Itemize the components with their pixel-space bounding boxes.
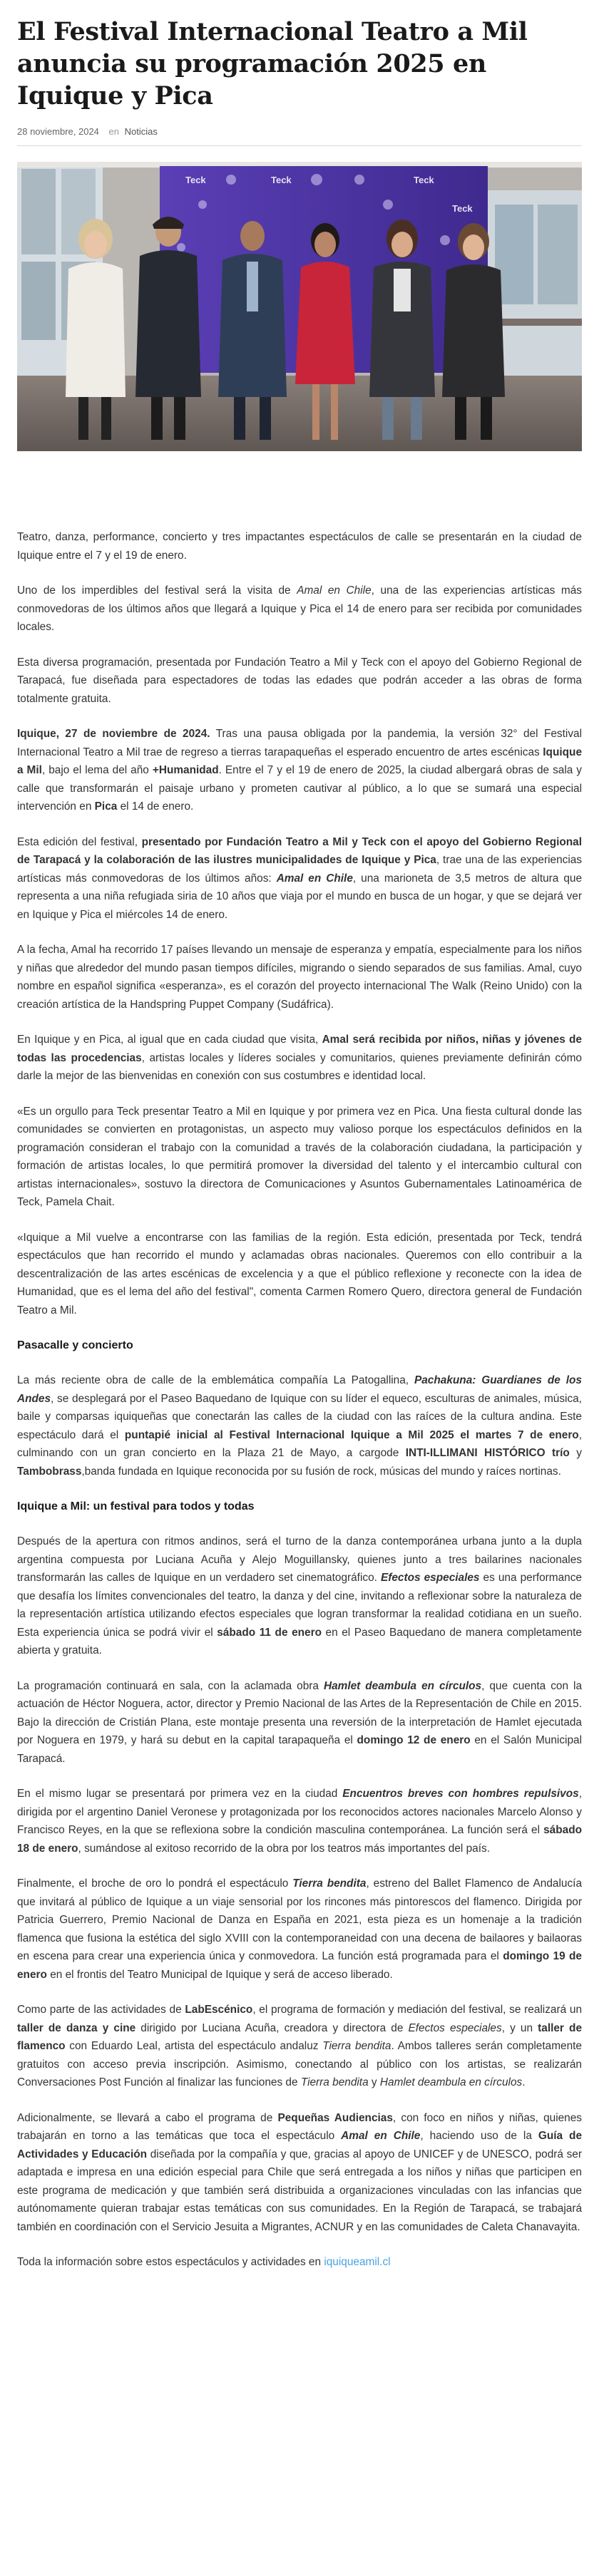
bold-text: sábado 11 de enero xyxy=(217,1626,322,1639)
bold-text: INTI-ILLIMANI HISTÓRICO trío xyxy=(405,1447,570,1459)
text-run: . Ambos talleres serán completamente gratuitos con acceso previa inscripción. Asimismo, conectando al público con los artistas, se realizarán Conversaciones Post Función al finalizar las funciones de xyxy=(17,2040,582,2088)
text-run: , se desplegará por el Paseo Baquedano de Iquique con su líder el equeco, esculturas de animales, música, baile y comparsas iquiqueñas que conectarán las calles de la ciudad con las raíces de la cultura andina. Este espectáculo dará el xyxy=(17,1392,582,1441)
text-run: , artistas locales y líderes sociales y comunitarios, quienes previamente definirán cómo darle la mejor de las bienvenidas en conexión con sus costumbres e identidad local. xyxy=(17,1051,582,1082)
text-run: , sumándose al exitoso recorrido de la obra por los teatros más importantes del país. xyxy=(78,1842,490,1855)
text-run: , el programa de formación y mediación del festival, se realizará un xyxy=(252,2004,582,2016)
backdrop-logo: Teck xyxy=(414,175,434,185)
text-run: Iquique a Mil: un festival para todos y todas xyxy=(17,1500,255,1513)
article-paragraph xyxy=(17,528,582,565)
text-run: Adicionalmente, se llevará a cabo el programa de xyxy=(17,2111,278,2124)
text-run: en el frontis del Teatro Municipal de Iquique y será de acceso liberado. xyxy=(46,1968,393,1981)
backdrop-logo: Teck xyxy=(271,175,292,185)
title-divider xyxy=(17,145,582,146)
text-run: Tras una pausa obligada por la pandemia, la versión 32° del Festival Internacional Teatro a Mil trae de regreso a tierras tarapaqueñas el esperado encuentro de artes escénicas xyxy=(17,728,582,758)
article-paragraph xyxy=(17,1677,582,1768)
text-run: Pasacalle y concierto xyxy=(17,1339,133,1351)
website-link[interactable]: iquiqueamil.cl xyxy=(324,2256,391,2268)
text-run: Como parte de las actividades de xyxy=(17,2004,185,2016)
text-run: , culminando con un gran concierto en la Plaza 21 de Mayo, a cargode xyxy=(17,1428,582,1459)
bold-text: LabEscénico xyxy=(185,2004,253,2016)
bold-text: presentado por Fundación Teatro a Mil y Teck con el apoyo del Gobierno Regional de Tarapacá y la colaboración de las ilustres municipalidades de Iquique y Pica xyxy=(17,835,583,866)
article-paragraph xyxy=(17,2001,582,2092)
text-run: . Entre el 7 y el 19 de enero de 2025, la ciudad albergará obras de sala y calle que transformarán el paisaje urbano y prometen cautivar al público, a lo que se sumará una especial intervención en xyxy=(17,764,582,813)
text-run: y xyxy=(368,2076,380,2088)
italic-text: Hamlet deambula en círculos xyxy=(379,2076,523,2088)
article-paragraph xyxy=(17,941,582,1014)
article-column xyxy=(17,0,582,2289)
article-body xyxy=(17,528,582,2272)
bold-text: domingo 12 de enero xyxy=(357,1734,471,1746)
bold-italic-text: Hamlet deambula en círculos xyxy=(323,1679,482,1692)
bold-text: taller de flamenco xyxy=(17,2021,583,2052)
text-run: A la fecha, Amal ha recorrido 17 países llevando un mensaje de esperanza y empatía, especialmente para los niños y niñas que alrededor del mundo pasan tiempos difíciles, migrando o siendo separados de sus familias. Amal, cuyo nombre en español significa «esperanza», es el corazón del proyecto internacional The Walk (Reino Unido) con la creación artística de la Handspring Puppet Company (Sudáfrica). xyxy=(17,944,582,1011)
text-run: , y un xyxy=(501,2021,538,2034)
text-run: , trae una de las experiencias artísticas más conmovedoras de los últimos años: xyxy=(17,854,583,885)
article-paragraph xyxy=(17,1229,582,1320)
article-paragraph xyxy=(17,1785,582,1858)
article-paragraph xyxy=(17,1875,582,1984)
bold-text: +Humanidad xyxy=(152,764,219,776)
article-paragraph xyxy=(17,1031,582,1086)
text-run: Uno de los imperdibles del festival será la visita de xyxy=(17,584,297,597)
article-paragraph xyxy=(17,654,582,709)
text-run: , haciendo uso de la xyxy=(420,2130,538,2142)
text-run: . xyxy=(522,2076,526,2088)
text-run: Después de la apertura con ritmos andinos, será el turno de la danza contemporánea urbana junto a la dupla argentina compuesta por Luciana Acuña y Alejo Moguillansky, quienes junto a tres bailarines nacionales transformarán las calles de Iquique en un verdadero set cinematográfico. xyxy=(17,1535,582,1584)
text-run: el 14 de enero. xyxy=(117,800,194,813)
text-run: Esta edición del festival, xyxy=(17,835,142,848)
group-photo xyxy=(17,162,582,451)
text-run: Toda la información sobre estos espectáculos y actividades en xyxy=(17,2256,324,2268)
text-run: La programación continuará en sala, con la aclamada obra xyxy=(17,1679,324,1692)
text-run: En Iquique y en Pica, al igual que en cada ciudad que visita, xyxy=(17,1034,322,1046)
text-run: , con foco en niños y niñas, quienes trabajarán en torno a las temáticas que toca el espectáculo xyxy=(17,2111,582,2142)
bold-italic-text: Pachakuna: Guardianes de los Andes xyxy=(17,1374,582,1405)
bold-text: Amal será recibida por niños, niñas y jóvenes de todas las procedencias xyxy=(17,1034,582,1064)
bold-italic-text: Encuentros breves con hombres repulsivos xyxy=(342,1788,579,1800)
category-prefix: en xyxy=(108,126,120,137)
text-run: diseñada por la compañía y que, gracias al apoyo de UNICEF y de UNESCO, podrá ser adaptada e impresa en una edición especial para Chile que será entregada a los niños y niñas que participen en este programa de medicación y que también será distribuida a organizaciones vinculadas con las infancias que autónomamente quieran trabajar estas temáticas con sus comunidades. En la Región de Tarapacá, se trabajará también en coordinación con el Servicio Jesuita a Migrantes, ACNUR y en las comunidades de Caleta Chanavayita. xyxy=(17,2148,582,2233)
text-run: , una de las experiencias artísticas más conmovedoras de los últimos años que llegará a Iquique y Pica el 14 de enero para ser recibida por comunidades locales. xyxy=(17,584,583,633)
bold-text: taller de danza y cine xyxy=(17,2021,136,2034)
featured-image xyxy=(17,162,582,451)
text-run: es una performance que desafía los límites convencionales del teatro, la danza y del cine, invitando a reflexionar sobre la naturaleza de la representación artística utilizando efectos especiales que logran transformar la realidad cotidiana en un sueño. Esta experiencia única se podrá vivir el xyxy=(17,1572,582,1639)
text-run: , una marioneta de 3,5 metros de altura que representa a una niña refugiada siria de 10 años que viaja por el mundo en busca de un hogar, y que se dejará ver en Iquique y Pica el miércoles 14 de enero. xyxy=(17,872,583,921)
text-run: , que cuenta con la actuación de Héctor Noguera, actor, director y Premio Nacional de las Artes de la Representación de Chile en 2015. Bajo la dirección de Cristián Plana, este montaje presenta una reversión de la interpretación de Hamlet ejecutada por Noguera en 1979, y hará su debut en la capital tarapaqueña el xyxy=(17,1679,583,1746)
text-run: , dirigida por el argentino Daniel Veronese y protagonizada por los reconocidos actores nacionales Marcelo Alonso y Francisco Reyes, en la que se reflexiona sobre la condición masculina contemporánea. La función será el xyxy=(17,1788,582,1836)
article-paragraph xyxy=(17,1103,582,1212)
bold-text: domingo 19 de enero xyxy=(17,1950,582,1981)
bold-text: Iquique a Mil xyxy=(17,746,582,776)
bold-text: Guía de Actividades y Educación xyxy=(17,2130,582,2160)
article-paragraph xyxy=(17,833,582,924)
bold-italic-text: Tierra bendita xyxy=(292,1877,367,1890)
article-title: El Festival Internacional Teatro a Mil anuncia su programación 2025 en Iquique y Pica xyxy=(17,17,528,110)
text-run: con Eduardo Leal, artista del espectáculo andaluz xyxy=(65,2040,323,2052)
article-paragraph xyxy=(17,582,582,637)
text-run: en el Paseo Baquedano de manera completamente abierta y gratuita. xyxy=(17,1626,582,1657)
text-run: «Es un orgullo para Teck presentar Teatro a Mil en Iquique y por primera vez en Pica. Una fiesta cultural donde las comunidades se convierten en protagonistas, un aspecto muy valioso porque los espectáculos definidos en la programación consideran el trabajo con la comunidad a través de la colaboración ciudadana, la participación y formación de artistas locales, lo que permitirá promover la diversidad del talento y el intercambio cultural con artistas internacionales», sostuvo la directora de Comunicaciones y Asuntos Gubernamentales Latinoamérica de Teck, Pamela Chait. xyxy=(17,1105,582,1208)
section-heading xyxy=(17,1498,582,1515)
italic-text: Tierra bendita xyxy=(322,2040,391,2052)
bold-text: sábado 18 de enero xyxy=(17,1824,582,1855)
bold-text: Iquique, 27 de noviembre de 2024. xyxy=(17,728,210,740)
backdrop-logo: Teck xyxy=(452,203,473,214)
text-run: en el Salón Municipal Tarapacá. xyxy=(17,1734,583,1765)
post-date: 28 noviembre, 2024 xyxy=(17,126,99,137)
text-run: ,banda fundada en Iquique reconocida por su fusión de rock, músicas del mundo y raíces nortinas. xyxy=(81,1465,561,1478)
italic-text: Tierra bendita xyxy=(300,2076,369,2088)
text-run: Teatro, danza, performance, concierto y tres impactantes espectáculos de calle se presentarán en la ciudad de Iquique entre el 7 y el 19 de enero. xyxy=(17,531,582,562)
text-run: dirigido por Luciana Acuña, creadora y directora de xyxy=(135,2021,409,2034)
bold-italic-text: Amal en Chile xyxy=(341,2130,421,2142)
text-run: , bajo el lema del año xyxy=(41,764,153,776)
backdrop-logo: Teck xyxy=(185,175,206,185)
bold-text: Tambobrass xyxy=(17,1465,82,1478)
section-heading xyxy=(17,1336,582,1354)
text-run: Esta diversa programación, presentada por Fundación Teatro a Mil y Teck con el apoyo del Gobierno Regional de Tarapacá, fue diseñada para espectadores de todas las edades que podrán acceder a las obras de forma totalmente gratuita. xyxy=(17,656,582,705)
bold-text: Pica xyxy=(94,800,118,813)
italic-text: Amal en Chile xyxy=(297,584,372,597)
bold-text: puntapié inicial al Festival Internacional Iquique a Mil 2025 el martes 7 de enero xyxy=(124,1428,579,1441)
bold-italic-text: Amal en Chile xyxy=(276,872,353,885)
category-link[interactable]: Noticias xyxy=(124,126,158,137)
text-run: , estreno del Ballet Flamenco de Andalucía que invitará al público de Iquique a un viaje sensorial por los rincones más pintorescos del flamenco. Dirigida por Patricia Guerrero, Premio Nacional de Danza en España en 2021, esta pieza es un homenaje a la tradición flamenca que fusiona la estética del siglo XVIII con la contemporaneidad con una decena de bailaores y bailaoras en escena para crear una experiencia única y conmovedora. La función está programada para el xyxy=(17,1877,583,1962)
article-meta xyxy=(17,126,582,137)
article-paragraph xyxy=(17,1371,582,1480)
article-paragraph xyxy=(17,1532,582,1660)
text-run: En el mismo lugar se presentará por primera vez en la ciudad xyxy=(17,1788,343,1800)
article-paragraph xyxy=(17,2109,582,2237)
text-run: «Iquique a Mil vuelve a encontrarse con las familias de la región. Esta edición, presentada por Teck, tendrá espectáculos que han recorrido el mundo y aclamadas obras nacionales. Queremos con ello contribuir a la descentralización de las artes escénicas de excelencia y a que el público reflexione y reconecte con la idea de Humanidad, que es el lema del año del festival", comenta Carmen Romero Quero, directora general de Fundación Teatro a Mil. xyxy=(17,1231,582,1317)
bold-text: Pequeñas Audiencias xyxy=(277,2111,393,2124)
article-paragraph xyxy=(17,2253,582,2272)
article-paragraph xyxy=(17,725,582,816)
text-run: La más reciente obra de calle de la emblemática compañía La Patogallina, xyxy=(17,1374,414,1386)
bold-italic-text: Efectos especiales xyxy=(380,1572,480,1584)
text-run: y xyxy=(569,1447,582,1459)
text-run: Finalmente, el broche de oro lo pondrá el espectáculo xyxy=(17,1877,293,1890)
italic-text: Efectos especiales xyxy=(408,2021,502,2034)
